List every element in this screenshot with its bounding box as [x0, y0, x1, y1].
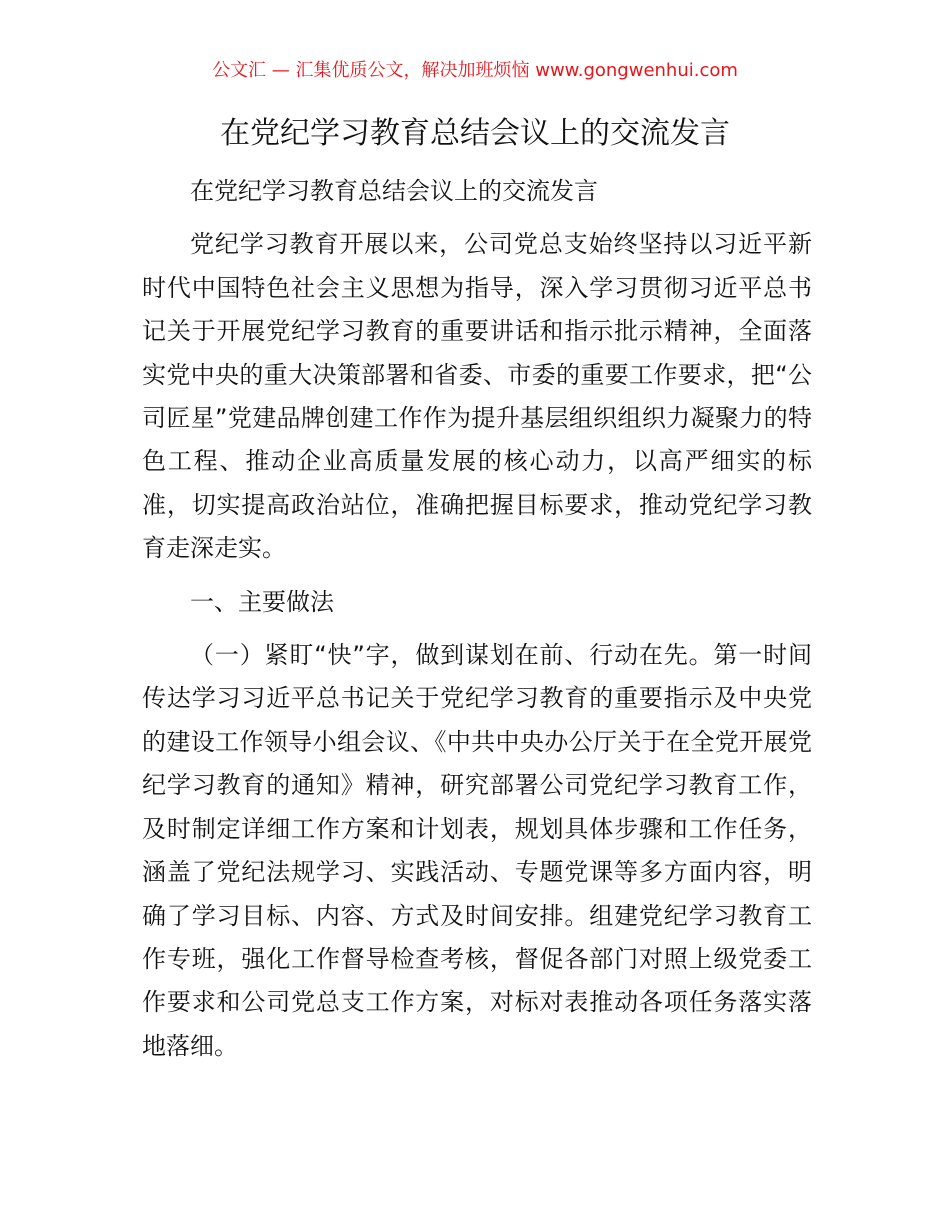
- document-subtitle: 在党纪学习教育总结会议上的交流发言: [190, 177, 598, 205]
- header-banner[interactable]: 公文汇 — 汇集优质公文，解决加班烦恼 www.gongwenhui.com: [212, 60, 738, 81]
- document-title: 在党纪学习教育总结会议上的交流发言: [220, 116, 730, 151]
- paragraph-section-1-item-1: （一）紧盯“快”字，做到谋划在前、行动在先。第一时间传达学习习近平总书记关于党纪学习教育的重要指示及中央党的建设工作领导小组会议、《中共中央办公厅关于在全党开展党纪学习教育的通知》精神，研究部署公司党纪学习教育工作，及时制定详细工作方案和计划表，规划具体步骤和工作任务，涵盖了党纪法规学习、实践活动、专题党课等多方面内容，明确了学习目标、内容、方式及时间安排。组建党纪学习教育工作专班，强化工作督导检查考核，督促各部门对照上级党委工作要求和公司党总支工作方案，对标对表推动各项任务落实落地落细。: [142, 641, 812, 1060]
- paragraph-intro: 党纪学习教育开展以来，公司党总支始终坚持以习近平新时代中国特色社会主义思想为指导，深入学习贯彻习近平总书记关于开展党纪学习教育的重要讲话和指示批示精神，全面落实党中央的重大决策部署和省委、市委的重要工作要求，把“公司匠星”党建品牌创建工作作为提升基层组织组织力凝聚力的特色工程、推动企业高质量发展的核心动力，以高严细实的标准，切实提高政治站位，准确把握目标要求，推动党纪学习教育走深走实。: [142, 230, 812, 563]
- section-heading-main-practices: 一、主要做法: [190, 587, 334, 616]
- document-body: [142, 170, 812, 1078]
